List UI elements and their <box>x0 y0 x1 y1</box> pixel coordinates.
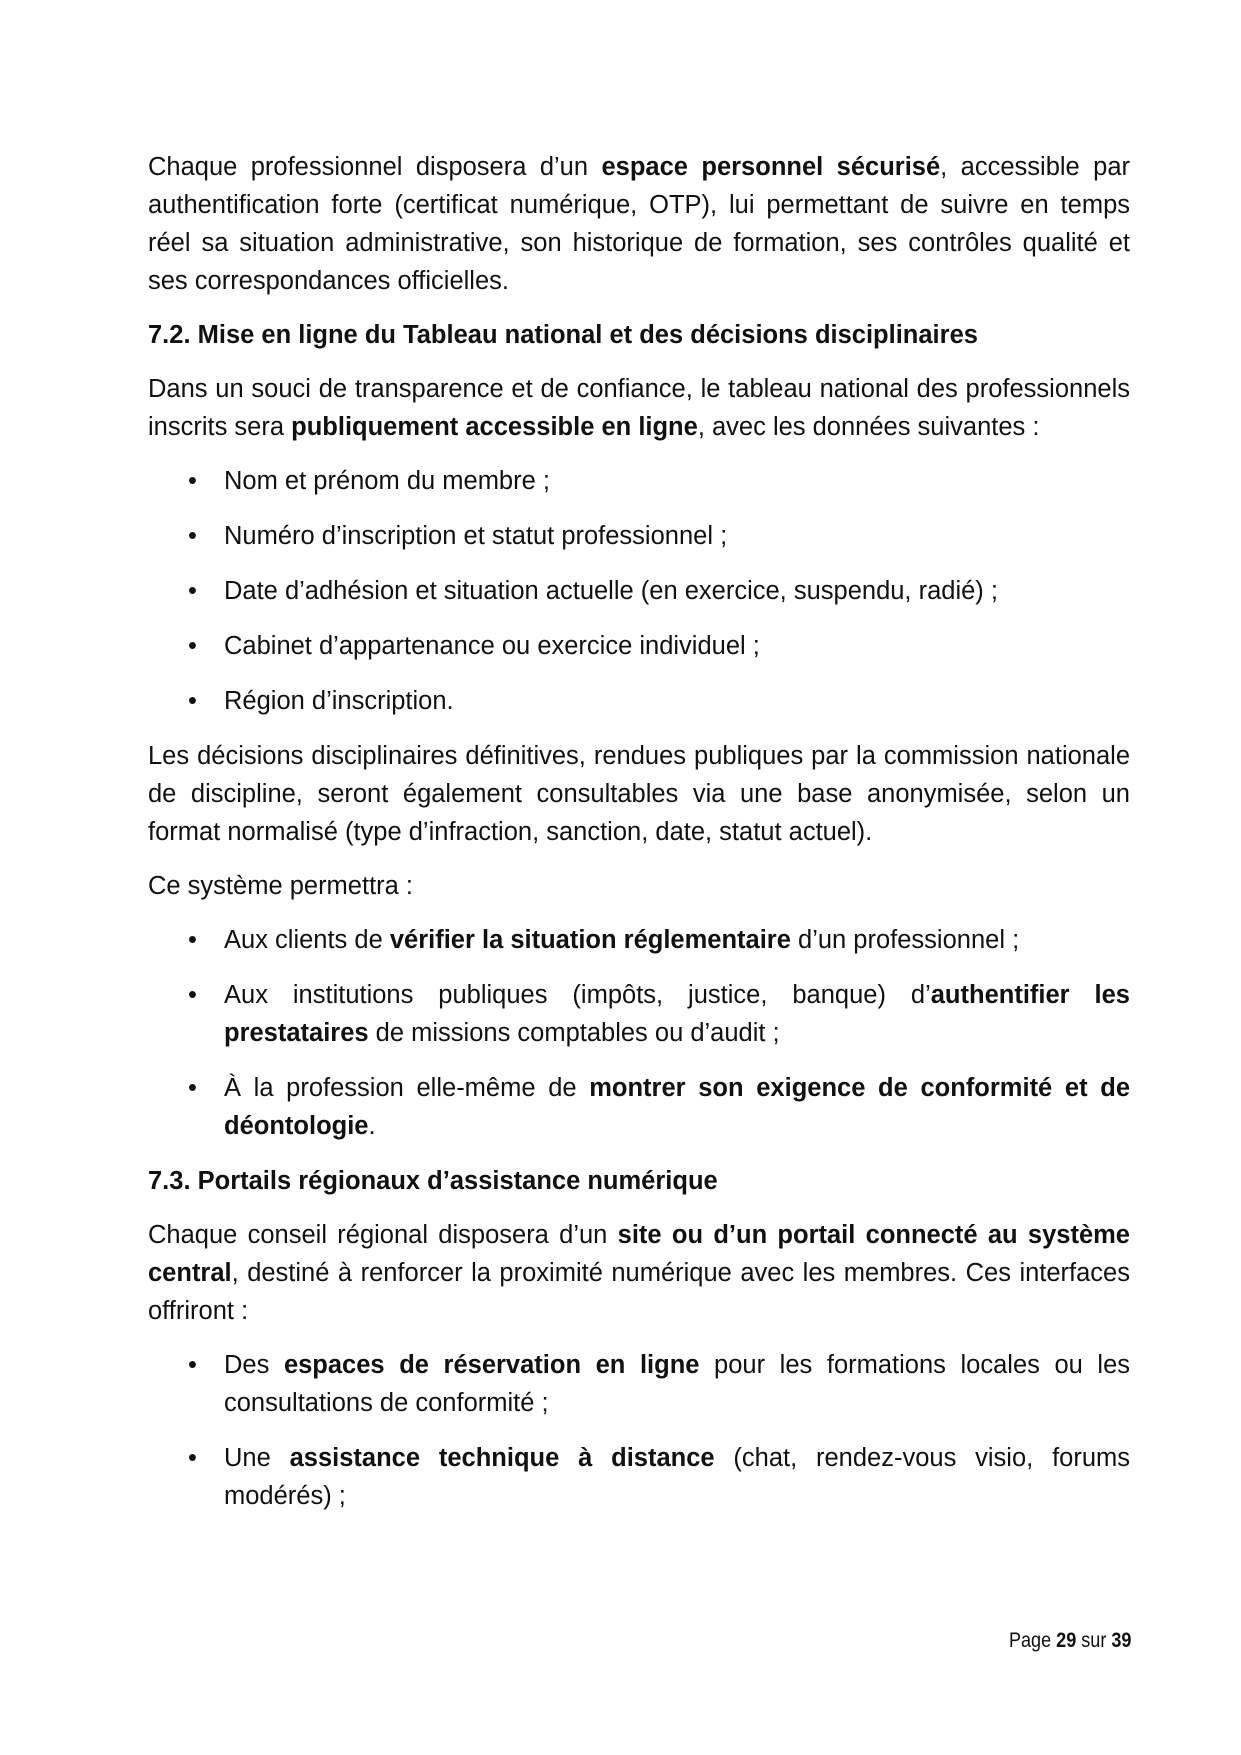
page-total: 39 <box>1110 1629 1131 1652</box>
bullet-icon: • <box>188 1444 197 1472</box>
paragraph-tableau-national <box>148 370 1130 446</box>
bold-text: espaces de réservation en ligne <box>283 1351 700 1379</box>
list-item-text: Nom et prénom du membre ; <box>224 467 550 495</box>
document-page <box>148 148 1130 1532</box>
list-item-text: Date d’adhésion et situation actuelle (en exercice, suspendu, radié) ; <box>224 577 998 605</box>
paragraph-decisions-disciplinaires: Les décisions disciplinaires définitives, rendues publiques par la commission nationale de discipline, seront également consultables via une base anonymisée, selon un format normalisé (type d’infraction, sanction, date, statut actuel). <box>148 742 1130 846</box>
list-item <box>148 976 1130 1052</box>
text: Des <box>224 1351 284 1379</box>
sur-label: sur <box>1075 1629 1111 1652</box>
page-footer <box>1008 1628 1131 1654</box>
bold-text: site ou d’un portail connecté au système central <box>148 1221 1130 1287</box>
text: , accessible par authentification forte (certificat numérique, OTP), lui permettant de suivre en temps réel sa situation administrative, son historique de formation, ses contrôles qualité et ses correspondances officielles. <box>148 153 1130 295</box>
list-item <box>148 921 1130 959</box>
list-item-text: Cabinet d’appartenance ou exercice individuel ; <box>224 632 760 660</box>
list-benefices <box>148 921 1130 1145</box>
bullet-icon: • <box>188 522 197 550</box>
bold-text: authentifier les prestataires <box>224 981 1130 1047</box>
list-item <box>148 627 1130 665</box>
text: de missions comptables ou d’audit ; <box>368 1019 780 1047</box>
text: d’un professionnel ; <box>790 926 1020 954</box>
text: , avec les données suivantes : <box>697 413 1040 441</box>
text: Dans un souci de transparence et de confiance, le tableau national des professionnels inscrits sera <box>148 375 1130 441</box>
page-number: 29 <box>1055 1629 1076 1652</box>
list-item <box>148 1439 1130 1515</box>
text: Chaque conseil régional disposera d’un <box>148 1221 618 1249</box>
paragraph-espace-personnel <box>148 148 1130 300</box>
list-item <box>148 572 1130 610</box>
list-item-text: Numéro d’inscription et statut professionnel ; <box>224 522 728 550</box>
list-item <box>148 517 1130 555</box>
text: Une <box>224 1444 290 1472</box>
paragraph-conseil-regional <box>148 1216 1130 1330</box>
text: Chaque professionnel disposera d’un <box>148 153 602 181</box>
bullet-icon: • <box>188 632 197 660</box>
list-item <box>148 682 1130 720</box>
text: (chat, rendez-vous visio, forums modérés) ; <box>224 1444 1130 1510</box>
bold-text: publiquement accessible en ligne <box>291 413 698 441</box>
bullet-icon: • <box>188 1351 197 1379</box>
bullet-icon: • <box>188 467 197 495</box>
text: , destiné à renforcer la proximité numérique avec les membres. Ces interfaces offriront : <box>148 1259 1130 1325</box>
text: Aux institutions publiques (impôts, justice, banque) d’ <box>224 981 931 1009</box>
section-heading-7-2: 7.2. Mise en ligne du Tableau national et des décisions disciplinaires <box>148 321 978 349</box>
bullet-icon: • <box>188 926 197 954</box>
text: À la profession elle-même de <box>224 1074 590 1102</box>
bullet-icon: • <box>188 1074 197 1102</box>
bullet-icon: • <box>188 687 197 715</box>
bold-text: vérifier la situation réglementaire <box>389 926 791 954</box>
list-item <box>148 1346 1130 1422</box>
bullet-icon: • <box>188 981 197 1009</box>
list-item <box>148 1069 1130 1145</box>
list-donnees <box>148 462 1130 720</box>
paragraph-systeme: Ce système permettra : <box>148 872 413 900</box>
list-interfaces <box>148 1346 1130 1515</box>
list-item-text: Région d’inscription. <box>224 687 454 715</box>
bullet-icon: • <box>188 577 197 605</box>
bold-text: assistance technique à distance <box>289 1444 715 1472</box>
list-item <box>148 462 1130 500</box>
text: Aux clients de <box>224 926 390 954</box>
text: pour les formations locales ou les consultations de conformité ; <box>224 1351 1131 1417</box>
bold-text: montrer son exigence de conformité et de déontologie <box>224 1074 1130 1140</box>
section-heading-7-3: 7.3. Portails régionaux d’assistance numérique <box>148 1167 718 1195</box>
page-label: Page <box>1008 1629 1056 1652</box>
bold-text: espace personnel sécurisé <box>601 153 941 181</box>
text: . <box>368 1112 376 1140</box>
